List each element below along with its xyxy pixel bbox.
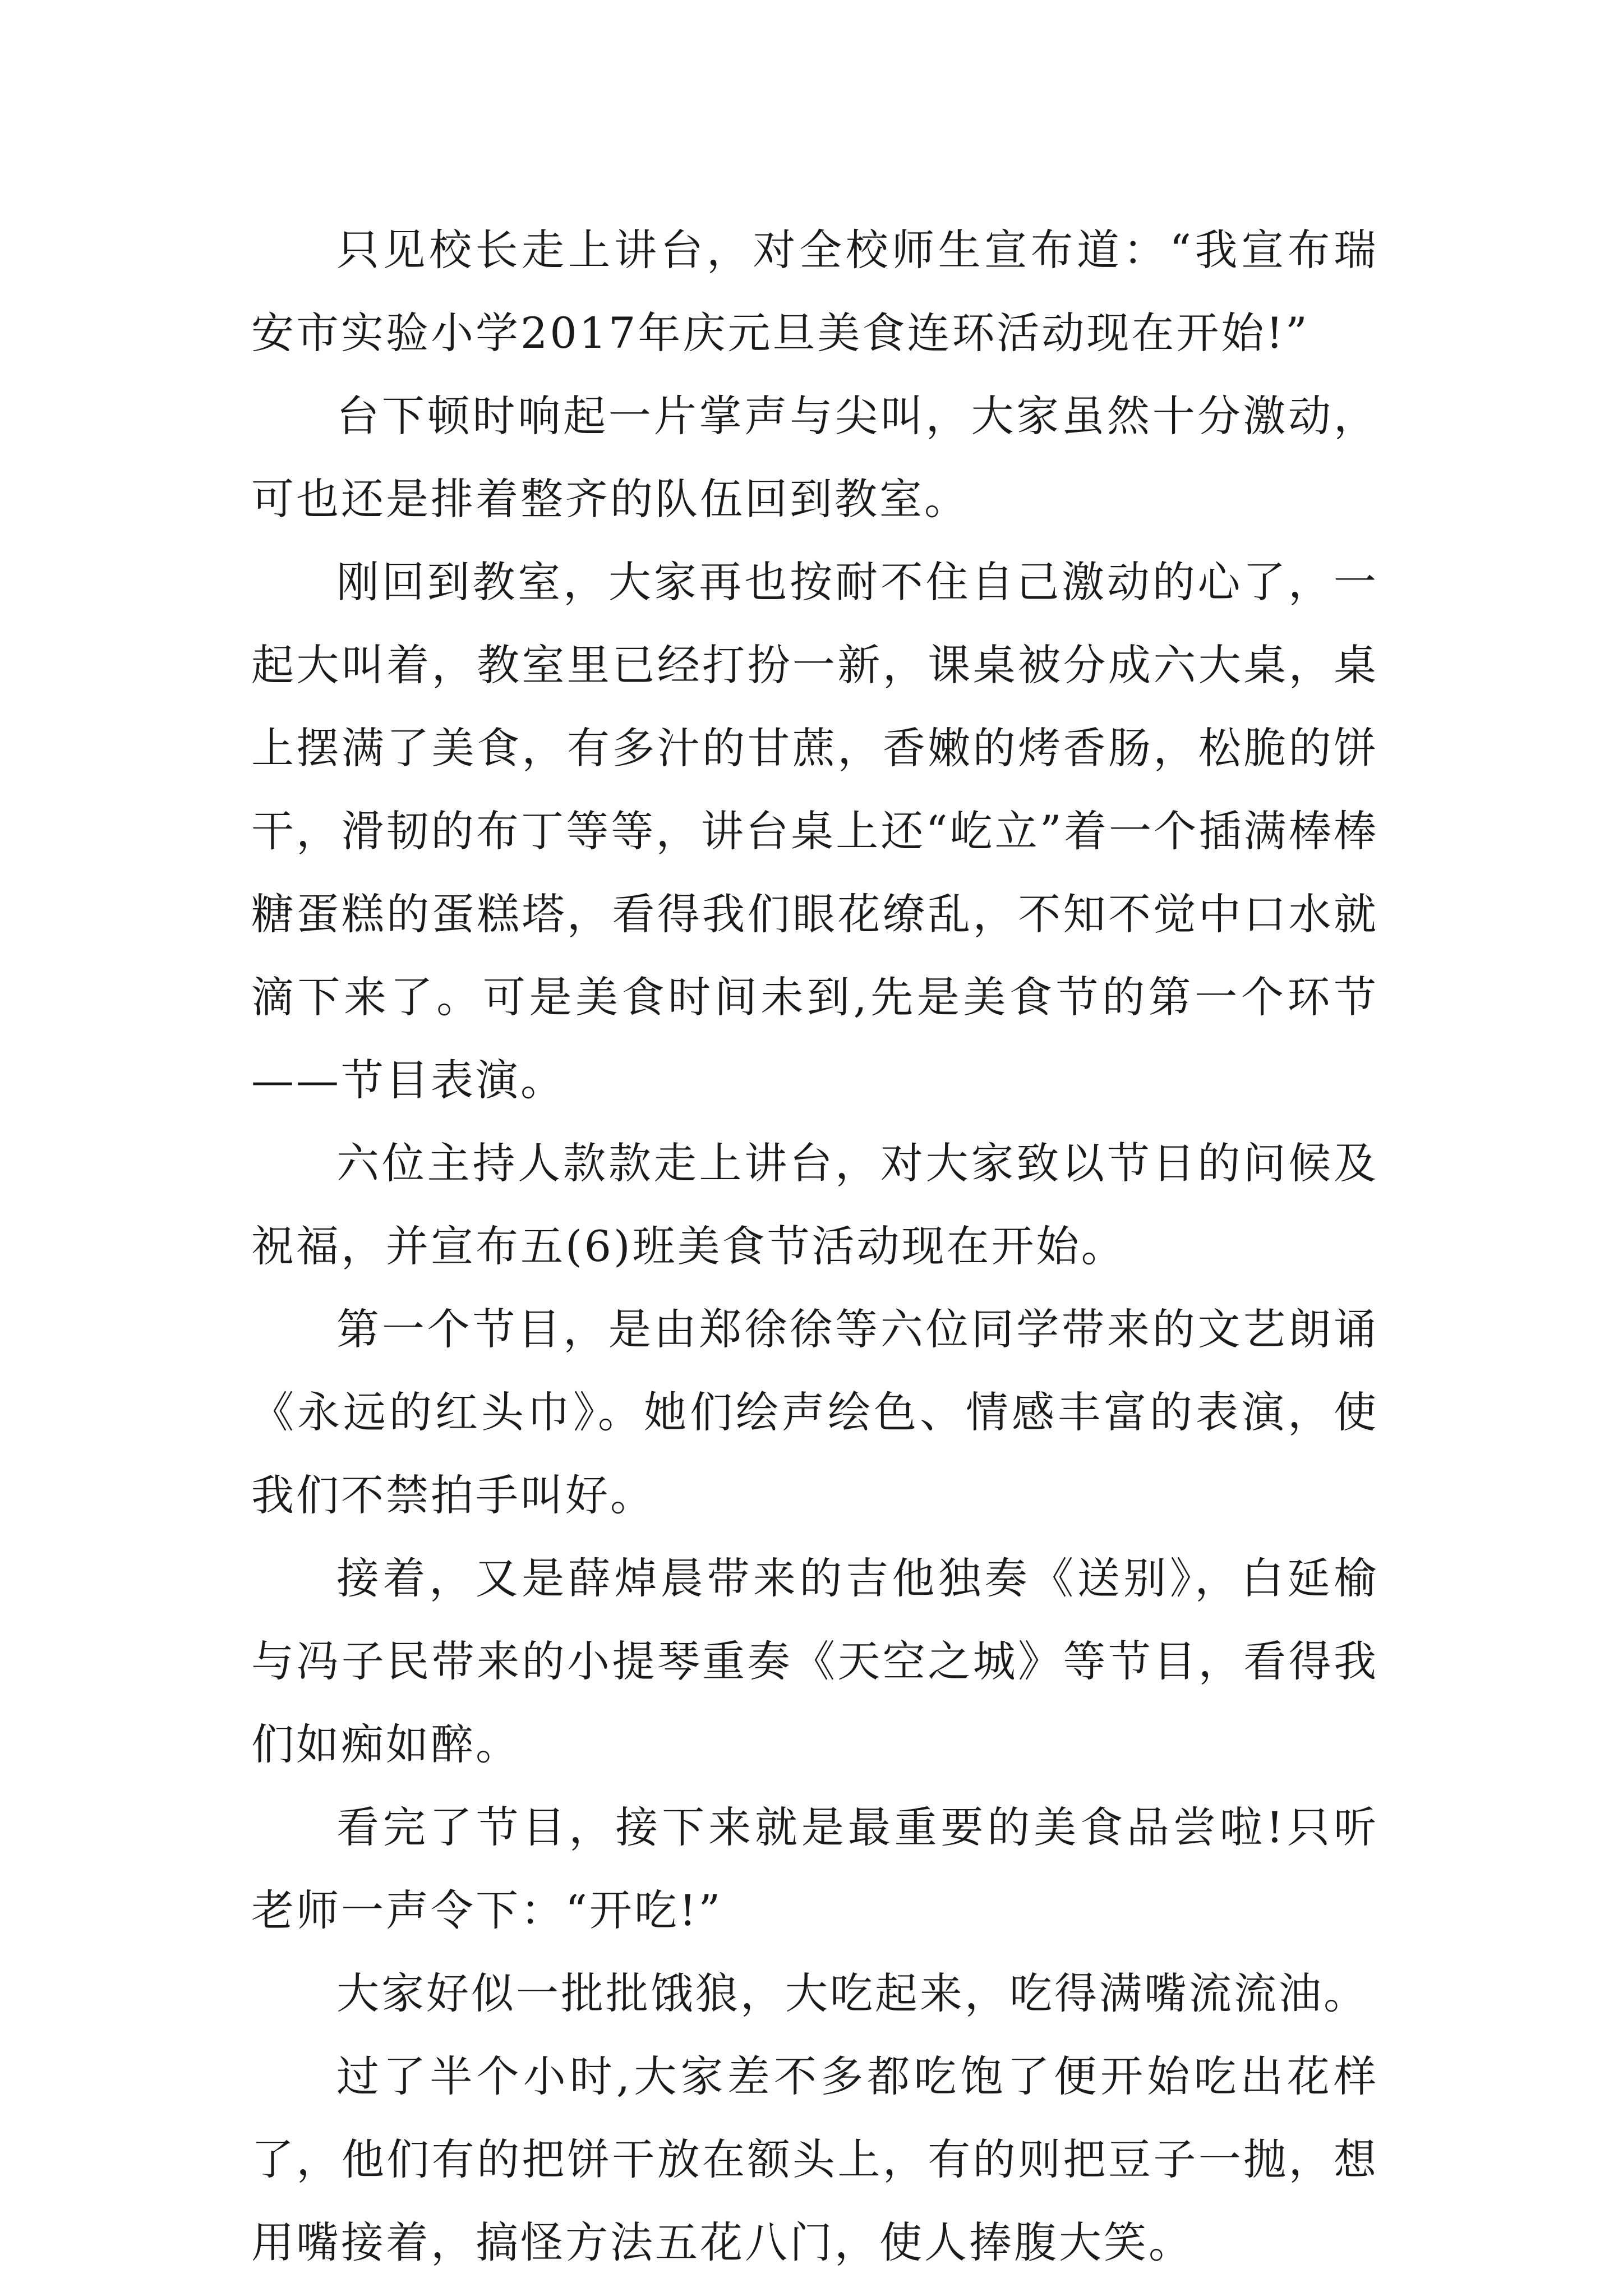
paragraph-1: 只见校长走上讲台，对全校师生宣布道：“我宣布瑞安市实验小学2017年庆元旦美食连环活动现在开始!” xyxy=(251,225,1378,358)
paragraph-4: 六位主持人款款走上讲台，对大家致以节日的问候及祝福，并宣布五(6)班美食节活动现在开始。 xyxy=(251,1138,1378,1271)
paragraph-2: 台下顿时响起一片掌声与尖叫，大家虽然十分激动，可也还是排着整齐的队伍回到教室。 xyxy=(251,391,1378,524)
paragraph-5: 第一个节目，是由郑徐徐等六位同学带来的文艺朗诵《永远的红头巾》。她们绘声绘色、情感丰富的表演，使我们不禁拍手叫好。 xyxy=(251,1304,1378,1520)
paragraph-3: 刚回到教室，大家再也按耐不住自己激动的心了，一起大叫着，教室里已经打扮一新，课桌被分成六大桌，桌上摆满了美食，有多汁的甘蔗，香嫩的烤香肠，松脆的饼干，滑韧的布丁等等，讲台桌上还“屹立”着一个插满棒棒糖蛋糕的蛋糕塔，看得我们眼花缭乱，不知不觉中口水就滴下来了。可是美食时间未到,先是美食节的第一个环节——节目表演。 xyxy=(251,557,1378,1105)
paragraph-8: 大家好似一批批饿狼，大吃起来，吃得满嘴流流油。 xyxy=(336,1968,1368,2018)
body-text xyxy=(251,209,1378,2284)
paragraph-7: 看完了节目，接下来就是最重要的美食品尝啦!只听老师一声令下：“开吃!” xyxy=(251,1802,1378,1935)
paragraph-9: 过了半个小时,大家差不多都吃饱了便开始吃出花样了，他们有的把饼干放在额头上，有的则把豆子一抛，想用嘴接着，搞怪方法五花八门，使人捧腹大笑。 xyxy=(251,2051,1378,2267)
paragraph-6: 接着，又是薛焯晨带来的吉他独奏《送别》，白延榆与冯子民带来的小提琴重奏《天空之城》等节目，看得我们如痴如醉。 xyxy=(251,1553,1378,1769)
